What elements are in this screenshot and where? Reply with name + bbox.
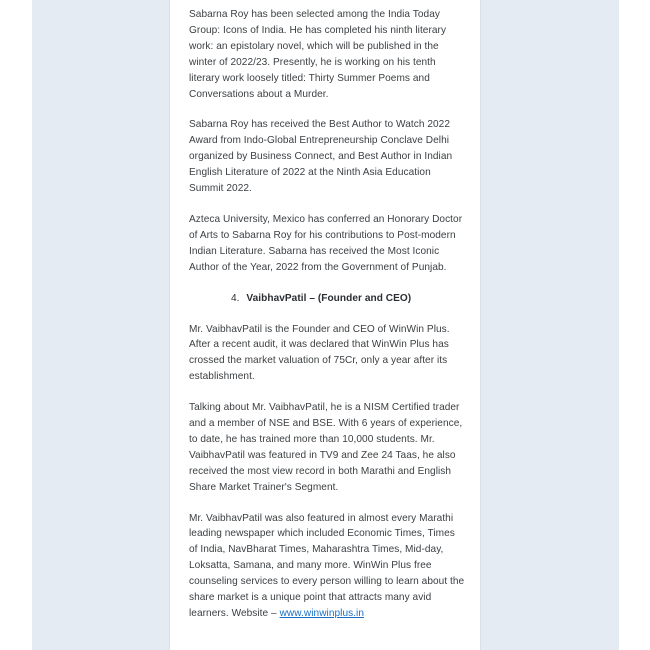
paragraph-india-today: Sabarna Roy has been selected among the India Today Group: Icons of India. He has completed his ninth literary work: an epistolary novel, which will be published in the winter of 2022/23. Presently, he is working on his tenth literary work loosely titled: Thirty Summer Poems and Conversations about a Murder. xyxy=(189,9,447,100)
article-body xyxy=(189,7,465,637)
website-link[interactable]: www.winwinplus.in xyxy=(279,608,365,619)
paragraph-azteca-university: Azteca University, Mexico has conferred an Honorary Doctor of Arts to Sabarna Roy for his contributions to Post-modern Indian Literature. Sabarna has received the Most Iconic Author of the Year, 2022 from the Government of Punjab. xyxy=(189,213,463,273)
section-heading-vaibhavpatil xyxy=(189,291,465,307)
paragraph-best-author-award: Sabarna Roy has received the Best Author to Watch 2022 Award from Indo-Global Entrepreneurship Conclave Delhi organized by Business Connect, and Best Author in Indian English Literature of 2022 at the Ninth Asia Education Summit 2022. xyxy=(189,119,453,195)
paragraph-founder-ceo: Mr. VaibhavPatil is the Founder and CEO of WinWin Plus. After a recent audit, it was declared that WinWin Plus has crossed the market valuation of 75Cr, only a year after its establishment. xyxy=(189,323,450,383)
paragraph-newspapers-text: Mr. VaibhavPatil was also featured in almost every Marathi leading newspaper which included Economic Times, Times of India, NavBharat Times, Maharashtra Times, Mid-day, Loksatta, Samana, and many more. WinWin Plus free counseling services to every person willing to learn about the share market is a unique point that attracts many avid learners. Website – xyxy=(189,512,465,619)
paragraph-nism-trader: Talking about Mr. VaibhavPatil, he is a NISM Certified trader and a member of NSE and BSE. With 6 years of experience, to date, he has trained more than 10,000 students. Mr. VaibhavPatil was featured in TV9 and Zee 24 Taas, he also received the most view record in both Marathi and English Share Market Trainer's Segment. xyxy=(189,402,463,493)
paragraph-newspapers xyxy=(189,511,465,622)
section-number: 4. xyxy=(231,292,240,304)
section-title: VaibhavPatil – (Founder and CEO) xyxy=(246,292,412,304)
